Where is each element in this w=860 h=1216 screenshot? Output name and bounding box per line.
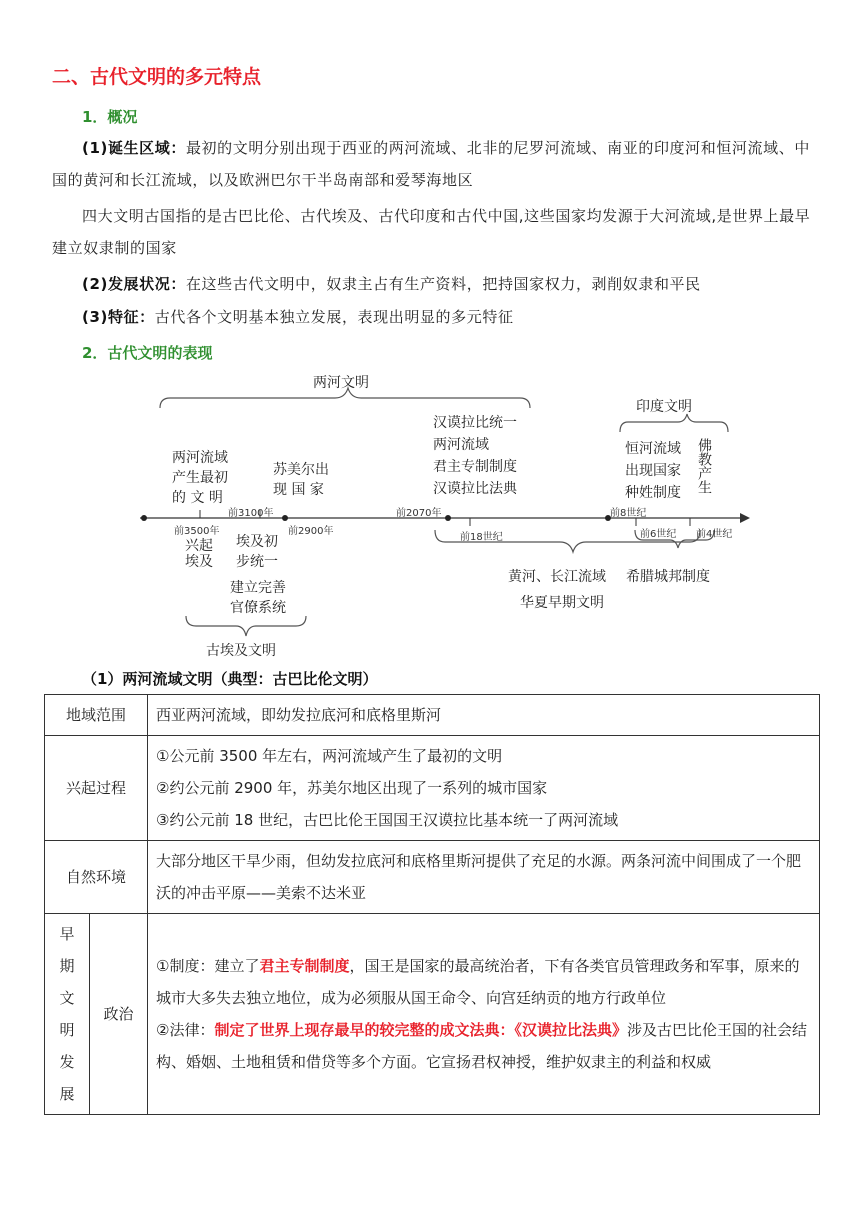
tick-3500: 前3500年: [174, 526, 220, 537]
section-heading: 二、古代文明的多元特点: [52, 66, 262, 88]
feature-text: 古代各个文明基本独立发展，表现出明显的多元特征: [154, 308, 514, 326]
event-sumer-states: 苏美尔出 现 国 家: [273, 462, 329, 498]
four-civilizations-paragraph: 四大文明古国指的是古巴比伦、古代埃及、古代印度和古代中国,这些国家均发源于大河流域,是世界上最早建立奴隶制的国家: [52, 207, 811, 257]
early-development-label: 早 期 文 明 发 展: [45, 914, 90, 1115]
birth-region-paragraph: [52, 132, 812, 196]
politics-cell: [148, 914, 820, 1115]
event-india-states: 恒河流域 出现国家 种姓制度: [625, 441, 681, 501]
table-row: [45, 695, 820, 736]
development-label: (2)发展状况：: [82, 275, 186, 293]
feature-label: (3)特征：: [82, 308, 155, 326]
table-row: [45, 914, 820, 1115]
event-first-civilization: 两河流域 产生最初 的 文 明: [172, 450, 228, 506]
egypt-label: 古埃及文明: [206, 643, 276, 659]
environment-text: 大部分地区干旱少雨，但幼发拉底河和底格里斯河提供了充足的水源。两条河流中间围成了一个肥沃的冲击平原——美索不达米亚: [148, 841, 820, 914]
tick-8c: 前8世纪: [610, 508, 647, 519]
event-egypt-bureaucracy: 建立完善 官僚系统: [230, 580, 286, 616]
event-buddhism: 佛教产生: [696, 438, 712, 494]
rise-item: ①公元前 3500 年左右，两河流域产生了最初的文明: [156, 747, 503, 765]
birth-region-label: (1)诞生区域：: [82, 139, 186, 157]
development-text: 在这些古代文明中，奴隶主占有生产资料，把持国家权力，剥削奴隶和平民: [185, 275, 701, 293]
region-text: 西亚两河流域，即幼发拉底河和底格里斯河: [148, 695, 820, 736]
environment-label: 自然环境: [45, 841, 148, 914]
tick-3100: 前3100年: [228, 508, 274, 519]
development-paragraph: [52, 268, 812, 300]
region-label: 地域范围: [45, 695, 148, 736]
civilization-timeline: [130, 360, 760, 660]
tick-2070: 前2070年: [396, 508, 442, 519]
greece-label: 希腊城邦制度: [626, 569, 710, 585]
china-label-2: 华夏早期文明: [520, 595, 604, 611]
table-row: [45, 841, 820, 914]
rise-label: 兴起过程: [45, 736, 148, 841]
tick-18c: 前18世纪: [460, 532, 503, 543]
rise-cell: [148, 736, 820, 841]
tick-2900: 前2900年: [288, 526, 334, 537]
event-hammurabi: 汉谟拉比统一 两河流域 君主专制制度 汉谟拉比法典: [433, 415, 517, 497]
subsection-overview-title: 1．概况: [82, 108, 138, 126]
tick-4c: 前4世纪: [696, 529, 733, 540]
table-caption: （1）两河流域文明（典型：古巴比伦文明）: [82, 670, 378, 688]
rise-item: ③约公元前 18 世纪，古巴比伦王国国王汉谟拉比基本统一了两河流域: [156, 811, 619, 829]
india-label: 印度文明: [636, 399, 692, 415]
rise-item: ②约公元前 2900 年，苏美尔地区出现了一系列的城市国家: [156, 779, 548, 797]
mesopotamia-label: 两河文明: [313, 375, 369, 391]
politics-system: ①制度：建立了君主专制制度，国王是国家的最高统治者，下有各类官员管理政务和军事，原来的城市大多失去独立地位，成为必须服从国王命令、向宫廷纳贡的地方行政单位: [156, 957, 800, 1007]
mesopotamia-table: [44, 694, 820, 1115]
table-row: [45, 736, 820, 841]
feature-paragraph: [52, 301, 812, 333]
politics-label: 政治: [89, 914, 147, 1115]
politics-law: ②法律：制定了世界上现存最早的较完整的成文法典：《汉谟拉比法典》涉及古巴比伦王国的社会结构、婚姻、土地租赁和借贷等多个方面。它宣扬君权神授，维护奴隶主的利益和权威: [156, 1021, 807, 1071]
china-label-1: 黄河、长江流域: [508, 569, 606, 585]
birth-region-text: 最初的文明分别出现于西亚的两河流域、北非的尼罗河流域、南亚的印度河和恒河流域、中国的黄河和长江流域，以及欧洲巴尔干半岛南部和爱琴海地区: [52, 139, 810, 189]
event-egypt-unify: 埃及初 步统一: [236, 534, 278, 570]
tick-6c: 前6世纪: [640, 529, 677, 540]
event-egypt-rise: 兴起 埃及: [185, 538, 213, 570]
subsection-manifestation-title: 2．古代文明的表现: [82, 344, 213, 362]
